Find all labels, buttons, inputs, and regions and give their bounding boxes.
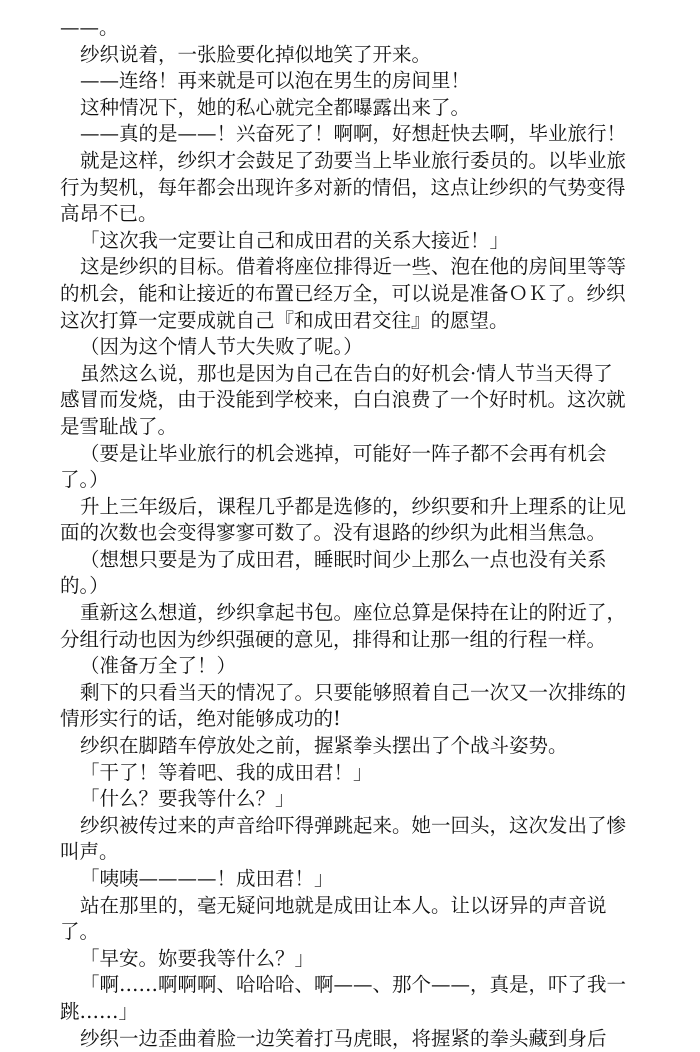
paragraph: 就是这样，纱织才会鼓足了劲要当上毕业旅行委员的。以毕业旅行为契机，每年都会出现许多对新的情侣，这点让纱织的气势变得高昂不已。 bbox=[60, 148, 627, 226]
paragraph: ——。 bbox=[60, 16, 119, 39]
paragraph: 纱织一边歪曲着脸一边笑着打马虎眼，将握紧的拳头藏到身后 bbox=[80, 1026, 607, 1050]
paragraph: （因为这个情人节大失败了呢。） bbox=[80, 335, 363, 359]
paragraph: 升上三年级后，课程几乎都是选修的，纱织要和升上理系的让见面的次数也会变得寥寥可数了。没有退路的纱织为此相当焦急。 bbox=[60, 494, 627, 545]
paragraph: 「干了！等着吧、我的成田君！」 bbox=[80, 760, 373, 784]
paragraph: 虽然这么说，那也是因为自己在告白的好机会·情人节当天得了感冒而发烧，由于没能到学校来，白白浪费了一个好时机。这次就是雪耻战了。 bbox=[60, 361, 626, 438]
paragraph: ——连络！再来就是可以泡在男生的房间里！ bbox=[80, 69, 471, 93]
paragraph: 剩下的只看当天的情况了。只要能够照着自己一次又一次排练的情形实行的话，绝对能够成功的! bbox=[60, 680, 627, 731]
paragraph: 「这次我一定要让自己和成田君的关系大接近！」 bbox=[80, 228, 510, 252]
paragraph: 纱织被传过来的声音给吓得弹跳起来。她一回头，这次发出了惨叫声。 bbox=[60, 813, 627, 864]
paragraph: （想想只要是为了成田君，睡眠时间少上那么一点也没有关系的。） bbox=[60, 547, 607, 598]
novel-page bbox=[60, 15, 632, 1052]
paragraph: 站在那里的，毫无疑问地就是成田让本人。让以讶异的声音说了。 bbox=[60, 893, 607, 944]
paragraph: 「咦咦————！成田君！」 bbox=[80, 867, 334, 890]
paragraph: 这是纱织的目标。借着将座位排得近一些、泡在他的房间里等等的机会，能和让接近的布置已经万全，可以说是准备ＯＫ了。纱织这次打算一定要成就自己『和成田君交往』的愿望。 bbox=[60, 255, 627, 332]
paragraph: 这种情况下，她的私心就完全都曝露出来了。 bbox=[80, 95, 471, 119]
paragraph: 重新这么想道，纱织拿起书包。座位总算是保持在让的附近了，分组行动也因为纱织强硬的意见，排得和让那一组的行程一样。 bbox=[60, 601, 627, 651]
paragraph: 纱织说着，一张脸要化掉似地笑了开来。 bbox=[80, 42, 432, 66]
paragraph: （要是让毕业旅行的机会逃掉，可能好一阵子都不会再有机会了。） bbox=[60, 441, 607, 492]
paragraph: 「早安。妳要我等什么？」 bbox=[80, 946, 315, 970]
paragraph: 纱织在脚踏车停放处之前，握紧拳头摆出了个战斗姿势。 bbox=[80, 734, 568, 758]
paragraph: ——真的是——！兴奋死了！啊啊，好想赶快去啊，毕业旅行！ bbox=[80, 122, 627, 146]
paragraph: （准备万全了！） bbox=[80, 654, 237, 678]
paragraph: 「啊……啊啊啊、哈哈哈、啊——、那个——，真是，吓了我一跳……」 bbox=[60, 973, 627, 1023]
paragraph: 「什么？要我等什么？」 bbox=[80, 787, 295, 811]
